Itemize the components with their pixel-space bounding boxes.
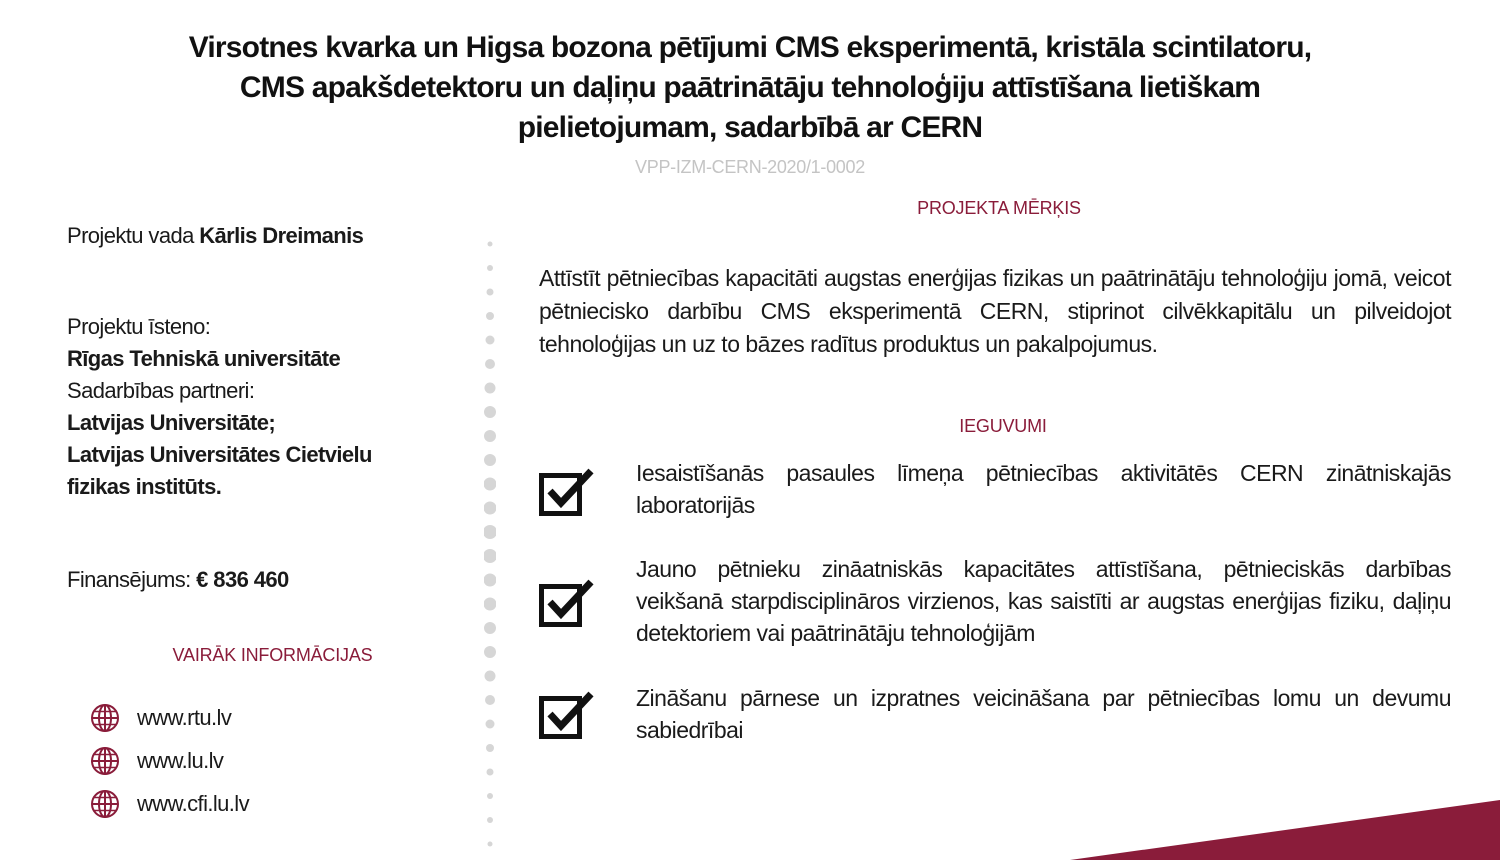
- benefit-item-1: [539, 457, 1451, 567]
- checkbox-checked-icon: [539, 576, 597, 628]
- benefit-text-2: Jauno pētnieku zināatniskās kapacitātes attīstīšana, pētnieciskās darbības veikšanā starpdisciplināros virzienos, kas saistīti ar augstas enerģijas fiziku, daļiņu detektoriem vai paātrinātāju tehnoloģijām: [636, 556, 1451, 646]
- link-lu[interactable]: www.lu.lv: [137, 747, 224, 773]
- partner-2-text: Latvijas Universitātes Cietvielu fizikas institūts.: [67, 442, 372, 499]
- title-line-2: CMS apakšdetektoru un daļiņu paātrinātāju tehnoloģiju attīstīšana lietiškam: [239, 71, 1261, 104]
- benefit-text-1: Iesaistīšanās pasaules līmeņa pētniecības aktivitātēs CERN zinātniskajās laboratorijās: [636, 460, 1451, 518]
- links-list: [90, 696, 249, 825]
- goal-heading: PROJEKTA MĒRĶIS: [917, 198, 1081, 218]
- implementers-block: [67, 311, 427, 503]
- link-item-rtu[interactable]: [90, 696, 249, 739]
- checkbox-checked-icon: [539, 688, 597, 740]
- page-title: [100, 28, 1400, 148]
- link-item-lu[interactable]: [90, 739, 249, 782]
- funding: [67, 564, 289, 596]
- implementer-name: [67, 343, 427, 375]
- corner-decoration: [1070, 800, 1500, 860]
- dotted-divider: [484, 236, 496, 860]
- partner-1: [67, 407, 427, 439]
- partners-label: Sadarbības partneri:: [67, 378, 255, 403]
- implementer-name-text: Rīgas Tehniskā universitāte: [67, 346, 341, 371]
- partner-2: [67, 439, 412, 503]
- link-rtu[interactable]: www.rtu.lv: [137, 704, 232, 730]
- implementer-label: Projektu īsteno:: [67, 314, 211, 339]
- globe-icon: [90, 789, 120, 819]
- goal-text: Attīstīt pētniecības kapacitāti augstas enerģijas fizikas un paātrinātāju tehnoloģiju jomā, veicot pētniecisko darbību CMS eksperimentā CERN, stiprinot cilvēkkapitālu un pilveidojot tehnoloģijas un uz to bāzes radītus produktus un pakalpojumus.: [539, 265, 1451, 357]
- project-lead: [67, 220, 363, 252]
- benefits-heading: IEGUVUMI: [959, 416, 1047, 436]
- title-line-3: pielietojumam, sadarbībā ar CERN: [517, 111, 983, 144]
- funding-value: € 836 460: [196, 567, 289, 592]
- link-item-cfi[interactable]: [90, 782, 249, 825]
- title-line-1: Virsotnes kvarka un Higsa bozona pētījumi CMS eksperimentā, kristāla scintilatoru,: [188, 31, 1312, 64]
- benefit-item-3: [539, 682, 1451, 792]
- globe-icon: [90, 746, 120, 776]
- project-lead-label: Projektu vada: [67, 223, 200, 248]
- project-lead-name: Kārlis Dreimanis: [199, 223, 364, 248]
- project-code: VPP-IZM-CERN-2020/1-0002: [635, 157, 865, 177]
- benefit-item-2: [539, 553, 1451, 663]
- benefit-text-3: Zināšanu pārnese un izpratnes veicināšana par pētniecības lomu un devumu sabiedrībai: [636, 685, 1451, 743]
- link-cfi[interactable]: www.cfi.lu.lv: [137, 790, 249, 816]
- funding-label: Finansējums:: [67, 567, 197, 592]
- partner-1-text: Latvijas Universitāte;: [67, 410, 276, 435]
- checkbox-checked-icon: [539, 465, 597, 517]
- globe-icon: [90, 703, 120, 733]
- more-info-heading: VAIRĀK INFORMĀCIJAS: [172, 645, 373, 665]
